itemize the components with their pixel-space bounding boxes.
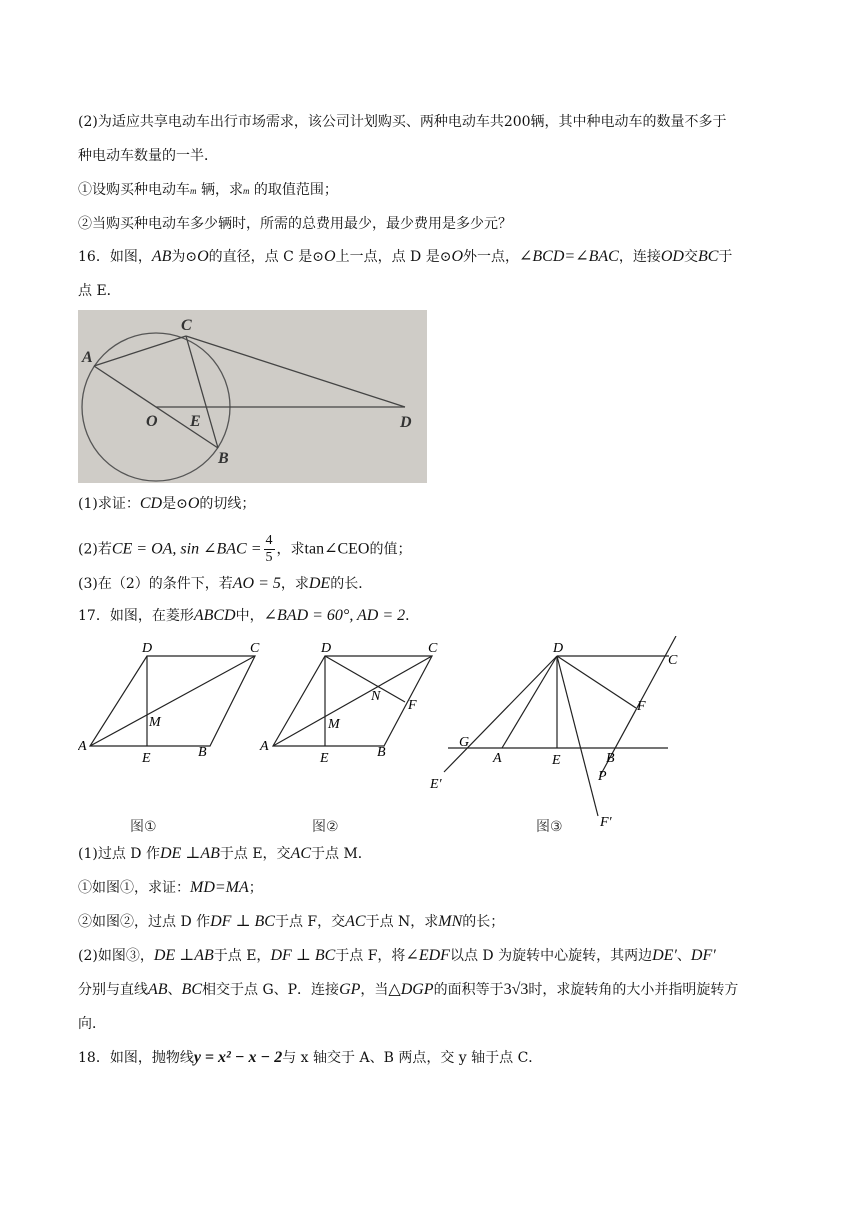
svg-text:D: D: [553, 641, 564, 656]
q17-sub1-i: ①如图①，求证：MD=MA；: [78, 879, 263, 896]
svg-text:N: N: [371, 689, 381, 704]
q15-part2-line2: 种电动车数量的一半．: [78, 148, 218, 164]
q17-sub1-ii: ②如图②，过点 D 作DF ⊥ BC于点 F，交AC于点 N，求MN的长；: [78, 913, 505, 930]
caption-fig3: 图③: [536, 819, 563, 835]
svg-text:E: E: [320, 751, 329, 766]
q16-sub2: (2)若CE = OA, sin ∠BAC = $\frac{4}{5}$ ，求tan∠CEO的值；: [78, 533, 412, 565]
svg-text:E′: E′: [430, 777, 442, 792]
q15-part2-sub1: ①设购买种电动车m 辆，求m 的取值范围；: [78, 182, 338, 198]
circle-diagram: [78, 310, 427, 483]
label-O: O: [146, 413, 158, 430]
q15-part2-sub2: ②当购买种电动车多少辆时，所需的总费用最少，最少费用是多少元？: [78, 216, 512, 232]
svg-text:F: F: [408, 698, 417, 713]
svg-text:D: D: [321, 641, 332, 656]
svg-text:C: C: [668, 653, 678, 668]
label-A: A: [82, 349, 93, 366]
svg-text:B: B: [606, 751, 615, 766]
label-E: E: [190, 413, 201, 430]
svg-text:A: A: [78, 739, 87, 754]
q17-sub2-cont: 分别与直线AB、BC相交于点 G、P．连接GP，当△DGP的面积等于3√3时，求旋转角的大小并指明旋转方: [78, 981, 739, 998]
q15-part2-line1: (2)为适应共享电动车出行市场需求，该公司计划购买、两种电动车共200辆，其中种电动车的数量不多于: [78, 114, 727, 130]
svg-text:P: P: [598, 769, 607, 784]
figure-3: [429, 636, 678, 830]
svg-text:C: C: [250, 641, 260, 656]
q16-sub1: (1)求证：CD是⊙O的切线；: [78, 495, 256, 512]
caption-fig1: 图①: [130, 819, 157, 835]
label-B: B: [218, 450, 229, 467]
svg-text:F: F: [637, 699, 646, 714]
label-D: D: [400, 414, 412, 431]
q16-stem: 16．如图，AB为⊙O的直径，点 C 是⊙O上一点，点 D 是⊙O外一点，∠BCD=∠BAC，连接OD交BC于: [78, 248, 733, 265]
svg-text:M: M: [328, 717, 340, 732]
q17-stem: 17．如图，在菱形ABCD中，∠BAD = 60°, AD = 2．: [78, 607, 420, 624]
q16-sub3: (3)在（2）的条件下，若AO = 5，求DE的长．: [78, 575, 373, 592]
svg-text:B: B: [198, 745, 207, 760]
svg-text:B: B: [377, 745, 386, 760]
q17-figures: [78, 636, 698, 836]
q16-stem-cont: 点 E．: [78, 283, 121, 299]
figure-2: [259, 641, 438, 766]
svg-text:A: A: [260, 739, 269, 754]
svg-text:A: A: [493, 751, 502, 766]
svg-text:G: G: [459, 735, 470, 750]
svg-text:E: E: [552, 753, 561, 768]
figure-1: [78, 641, 260, 766]
q18-stem: 18．如图，抛物线y = x² − x − 2与 x 轴交于 A、B 两点，交 y 轴于点 C．: [78, 1049, 543, 1066]
svg-text:M: M: [149, 715, 161, 730]
svg-text:E: E: [142, 751, 151, 766]
q17-sub2-cont2: 向．: [78, 1016, 106, 1032]
svg-text:F′: F′: [600, 815, 612, 830]
rhombus-diagrams: [78, 636, 698, 836]
svg-text:C: C: [428, 641, 438, 656]
caption-fig2: 图②: [312, 819, 339, 835]
svg-text:D: D: [142, 641, 153, 656]
q17-sub2: (2)如图③，DE ⊥AB于点 E，DF ⊥ BC于点 F，将∠EDF以点 D 为旋转中心旋转，其两边DE′、DF′: [78, 947, 716, 964]
q17-sub1: (1)过点 D 作DE ⊥AB于点 E，交AC于点 M．: [78, 845, 372, 862]
label-C: C: [181, 317, 192, 334]
q16-figure-photo: [78, 310, 427, 483]
fraction-4-5: $\frac{4}{5}$: [265, 533, 273, 565]
